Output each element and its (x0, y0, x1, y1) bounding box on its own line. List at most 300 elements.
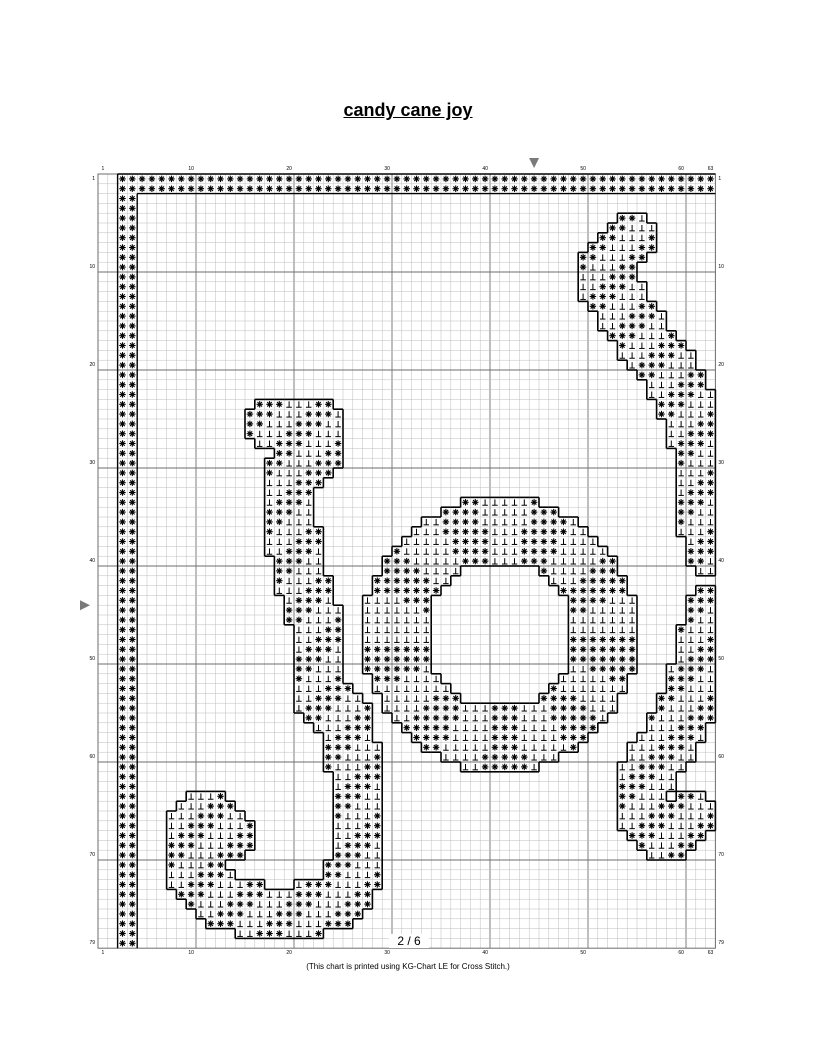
stitch-star (413, 597, 419, 603)
stitch-star (629, 656, 635, 662)
stitch-tee (522, 705, 527, 711)
stitch-tee (698, 627, 703, 633)
stitch-star (119, 705, 125, 711)
stitch-star (452, 548, 458, 554)
stitch-star (364, 646, 370, 652)
stitch-tee (365, 862, 370, 868)
stitch-tee (669, 431, 674, 437)
stitch-star (629, 215, 635, 221)
stitch-star (296, 489, 302, 495)
stitch-star (207, 881, 213, 887)
stitch-tee (316, 617, 321, 623)
stitch-star (678, 460, 684, 466)
stitch-star (119, 832, 125, 838)
stitch-star (129, 675, 135, 681)
stitch-star (129, 773, 135, 779)
stitch-star (609, 675, 615, 681)
stitch-star (433, 587, 439, 593)
stitch-star (678, 450, 684, 456)
stitch-star (345, 724, 351, 730)
stitch-star (423, 607, 429, 613)
stitch-star (345, 920, 351, 926)
stitch-star (129, 391, 135, 397)
stitch-tee (414, 607, 419, 613)
stitch-tee (296, 519, 301, 525)
stitch-star (129, 215, 135, 221)
stitch-tee (629, 813, 634, 819)
stitch-star (443, 185, 449, 191)
stitch-star (374, 773, 380, 779)
stitch-star (443, 176, 449, 182)
stitch-tee (404, 705, 409, 711)
stitch-star (227, 185, 233, 191)
stitch-tee (384, 686, 389, 692)
stitch-star (119, 176, 125, 182)
stitch-star (276, 568, 282, 574)
stitch-star (374, 881, 380, 887)
stitch-tee (698, 793, 703, 799)
stitch-tee (688, 823, 693, 829)
stitch-tee (639, 284, 644, 290)
stitch-star (599, 244, 605, 250)
stitch-tee (698, 686, 703, 692)
stitch-star (482, 754, 488, 760)
stitch-star (129, 911, 135, 917)
stitch-tee (335, 842, 340, 848)
stitch-star (423, 715, 429, 721)
stitch-tee (600, 617, 605, 623)
stitch-star (668, 342, 674, 348)
stitch-star (452, 185, 458, 191)
stitch-tee (335, 411, 340, 417)
stitch-tee (208, 852, 213, 858)
stitch-tee (296, 401, 301, 407)
stitch-tee (286, 529, 291, 535)
stitch-star (403, 646, 409, 652)
stitch-tee (678, 470, 683, 476)
stitch-tee (306, 499, 311, 505)
stitch-star (384, 587, 390, 593)
stitch-star (452, 695, 458, 701)
stitch-star (707, 695, 713, 701)
stitch-star (305, 538, 311, 544)
stitch-tee (473, 705, 478, 711)
stitch-tee (669, 362, 674, 368)
stitch-tee (326, 441, 331, 447)
stitch-star (119, 940, 125, 946)
stitch-star (384, 646, 390, 652)
stitch-star (325, 695, 331, 701)
stitch-star (374, 577, 380, 583)
stitch-tee (678, 754, 683, 760)
stitch-tee (316, 607, 321, 613)
stitch-star (119, 323, 125, 329)
stitch-tee (590, 676, 595, 682)
stitch-star (129, 244, 135, 250)
stitch-star (305, 646, 311, 652)
stitch-tee (286, 539, 291, 545)
stitch-tee (365, 813, 370, 819)
stitch-star (511, 754, 517, 760)
stitch-tee (208, 842, 213, 848)
stitch-star (423, 587, 429, 593)
stitch-star (394, 185, 400, 191)
stitch-star (394, 675, 400, 681)
stitch-star (590, 303, 596, 309)
stitch-star (345, 862, 351, 868)
stitch-star (550, 519, 556, 525)
stitch-tee (561, 568, 566, 574)
stitch-tee (512, 519, 517, 525)
stitch-star (580, 607, 586, 613)
stitch-tee (541, 705, 546, 711)
stitch-tee (433, 539, 438, 545)
stitch-tee (453, 754, 458, 760)
stitch-tee (433, 578, 438, 584)
stitch-star (472, 176, 478, 182)
stitch-star (560, 185, 566, 191)
stitch-tee (659, 735, 664, 741)
stitch-star (648, 754, 654, 760)
stitch-tee (708, 686, 713, 692)
stitch-tee (531, 764, 536, 770)
stitch-star (256, 930, 262, 936)
stitch-star (619, 342, 625, 348)
stitch-star (550, 685, 556, 691)
stitch-star (374, 587, 380, 593)
stitch-tee (228, 833, 233, 839)
stitch-tee (345, 813, 350, 819)
stitch-star (580, 185, 586, 191)
stitch-tee (326, 431, 331, 437)
stitch-star (119, 421, 125, 427)
stitch-tee (639, 754, 644, 760)
stitch-star (129, 685, 135, 691)
stitch-tee (561, 548, 566, 554)
stitch-star (364, 724, 370, 730)
stitch-star (354, 734, 360, 740)
stitch-tee (580, 627, 585, 633)
stitch-star (629, 264, 635, 270)
stitch-star (325, 587, 331, 593)
stitch-star (129, 656, 135, 662)
stitch-tee (424, 529, 429, 535)
stitch-tee (649, 852, 654, 858)
stitch-star (129, 558, 135, 564)
stitch-tee (296, 578, 301, 584)
stitch-star (119, 185, 125, 191)
stitch-tee (306, 450, 311, 456)
stitch-star (580, 176, 586, 182)
stitch-tee (355, 803, 360, 809)
stitch-tee (384, 627, 389, 633)
bottom-tick-label: 1 (101, 950, 105, 957)
stitch-star (129, 293, 135, 299)
stitch-tee (326, 656, 331, 662)
stitch-star (629, 254, 635, 260)
stitch-tee (453, 744, 458, 750)
stitch-tee (286, 931, 291, 937)
stitch-star (345, 842, 351, 848)
stitch-tee (277, 490, 282, 496)
stitch-star (658, 342, 664, 348)
stitch-star (325, 685, 331, 691)
stitch-tee (296, 931, 301, 937)
stitch-star (266, 519, 272, 525)
stitch-star (678, 724, 684, 730)
stitch-star (129, 225, 135, 231)
stitch-star (129, 185, 135, 191)
stitch-tee (639, 803, 644, 809)
stitch-star (492, 734, 498, 740)
stitch-tee (698, 392, 703, 398)
stitch-star (668, 391, 674, 397)
stitch-star (296, 548, 302, 554)
stitch-tee (404, 617, 409, 623)
stitch-star (325, 920, 331, 926)
stitch-star (599, 568, 605, 574)
stitch-star (570, 185, 576, 191)
stitch-tee (600, 548, 605, 554)
stitch-star (492, 715, 498, 721)
stitch-star (394, 587, 400, 593)
stitch-tee (443, 578, 448, 584)
stitch-star (217, 185, 223, 191)
stitch-tee (179, 813, 184, 819)
stitch-tee (316, 627, 321, 633)
stitch-star (325, 744, 331, 750)
stitch-star (443, 519, 449, 525)
stitch-tee (541, 715, 546, 721)
stitch-tee (218, 823, 223, 829)
stitch-star (354, 724, 360, 730)
stitch-star (658, 764, 664, 770)
stitch-tee (473, 764, 478, 770)
stitch-tee (512, 499, 517, 505)
stitch-star (570, 587, 576, 593)
stitch-tee (620, 294, 625, 300)
stitch-tee (443, 548, 448, 554)
stitch-star (570, 724, 576, 730)
stitch-star (207, 185, 213, 191)
stitch-star (590, 577, 596, 583)
stitch-tee (639, 333, 644, 339)
bottom-tick-label: 30 (384, 950, 390, 957)
stitch-star (129, 283, 135, 289)
stitch-star (276, 930, 282, 936)
stitch-star (443, 509, 449, 515)
stitch-tee (267, 431, 272, 437)
page-number: 2 / 6 (389, 934, 429, 948)
stitch-star (119, 254, 125, 260)
stitch-star (668, 803, 674, 809)
stitch-star (129, 636, 135, 642)
stitch-star (119, 283, 125, 289)
stitch-star (335, 460, 341, 466)
stitch-star (658, 176, 664, 182)
stitch-tee (590, 617, 595, 623)
stitch-star (639, 254, 645, 260)
stitch-tee (571, 578, 576, 584)
stitch-star (247, 891, 253, 897)
stitch-star (198, 891, 204, 897)
stitch-star (286, 911, 292, 917)
right-tick-label: 50 (718, 656, 724, 663)
stitch-star (325, 626, 331, 632)
stitch-star (648, 372, 654, 378)
stitch-star (678, 401, 684, 407)
stitch-tee (394, 686, 399, 692)
stitch-star (482, 558, 488, 564)
stitch-tee (198, 842, 203, 848)
stitch-star (413, 176, 419, 182)
stitch-tee (394, 715, 399, 721)
stitch-star (462, 185, 468, 191)
stitch-star (256, 411, 262, 417)
stitch-star (129, 715, 135, 721)
stitch-star (648, 303, 654, 309)
stitch-star (335, 920, 341, 926)
stitch-star (325, 577, 331, 583)
stitch-tee (296, 921, 301, 927)
stitch-star (688, 675, 694, 681)
stitch-tee (629, 597, 634, 603)
stitch-star (688, 666, 694, 672)
stitch-star (354, 832, 360, 838)
stitch-star (286, 920, 292, 926)
stitch-star (619, 783, 625, 789)
stitch-tee (463, 705, 468, 711)
stitch-tee (296, 627, 301, 633)
stitch-star (315, 636, 321, 642)
stitch-star (188, 176, 194, 182)
stitch-star (286, 430, 292, 436)
stitch-tee (257, 921, 262, 927)
stitch-tee (620, 813, 625, 819)
stitch-tee (433, 568, 438, 574)
top-tick-label: 50 (580, 166, 586, 172)
stitch-star (178, 891, 184, 897)
stitch-tee (678, 421, 683, 427)
stitch-star (119, 519, 125, 525)
stitch-tee (580, 539, 585, 545)
stitch-tee (551, 568, 556, 574)
stitch-star (374, 832, 380, 838)
stitch-star (482, 538, 488, 544)
stitch-tee (659, 372, 664, 378)
stitch-star (266, 185, 272, 191)
stitch-star (296, 607, 302, 613)
stitch-tee (678, 411, 683, 417)
stitch-tee (424, 686, 429, 692)
stitch-star (286, 440, 292, 446)
stitch-tee (639, 235, 644, 241)
stitch-star (531, 176, 537, 182)
stitch-star (276, 499, 282, 505)
stitch-star (335, 617, 341, 623)
stitch-star (580, 636, 586, 642)
stitch-tee (424, 637, 429, 643)
stitch-star (609, 283, 615, 289)
stitch-star (648, 773, 654, 779)
stitch-star (119, 617, 125, 623)
stitch-tee (169, 823, 174, 829)
stitch-star (688, 548, 694, 554)
left-tick-label: 50 (89, 656, 95, 663)
stitch-tee (522, 519, 527, 525)
stitch-star (335, 852, 341, 858)
stitch-star (599, 185, 605, 191)
stitch-star (707, 715, 713, 721)
stitch-star (590, 244, 596, 250)
stitch-star (492, 185, 498, 191)
stitch-star (678, 803, 684, 809)
stitch-star (688, 715, 694, 721)
stitch-star (482, 764, 488, 770)
stitch-star (688, 793, 694, 799)
stitch-star (570, 695, 576, 701)
stitch-tee (678, 715, 683, 721)
stitch-tee (198, 852, 203, 858)
stitch-star (707, 813, 713, 819)
stitch-tee (375, 803, 380, 809)
stitch-star (325, 754, 331, 760)
stitch-star (619, 332, 625, 338)
stitch-star (354, 842, 360, 848)
stitch-tee (698, 568, 703, 574)
stitch-tee (306, 921, 311, 927)
stitch-star (227, 176, 233, 182)
stitch-star (403, 587, 409, 593)
stitch-star (237, 852, 243, 858)
stitch-tee (600, 313, 605, 319)
stitch-star (237, 185, 243, 191)
stitch-star (413, 666, 419, 672)
stitch-star (315, 421, 321, 427)
stitch-star (707, 528, 713, 534)
stitch-tee (600, 323, 605, 329)
stitch-tee (678, 490, 683, 496)
stitch-star (129, 254, 135, 260)
stitch-star (501, 744, 507, 750)
stitch-star (560, 176, 566, 182)
stitch-tee (600, 254, 605, 260)
stitch-star (619, 283, 625, 289)
stitch-tee (316, 568, 321, 574)
stitch-star (168, 842, 174, 848)
stitch-tee (335, 774, 340, 780)
stitch-star (541, 528, 547, 534)
stitch-tee (600, 607, 605, 613)
stitch-tee (698, 401, 703, 407)
stitch-tee (659, 333, 664, 339)
stitch-tee (218, 901, 223, 907)
stitch-tee (433, 548, 438, 554)
stitch-star (531, 499, 537, 505)
stitch-star (688, 558, 694, 564)
stitch-tee (639, 225, 644, 231)
stitch-star (345, 685, 351, 691)
stitch-star (119, 234, 125, 240)
stitch-star (119, 764, 125, 770)
stitch-star (354, 176, 360, 182)
stitch-tee (678, 637, 683, 643)
stitch-tee (433, 529, 438, 535)
stitch-tee (335, 891, 340, 897)
stitch-star (550, 509, 556, 515)
stitch-tee (355, 705, 360, 711)
stitch-star (345, 176, 351, 182)
